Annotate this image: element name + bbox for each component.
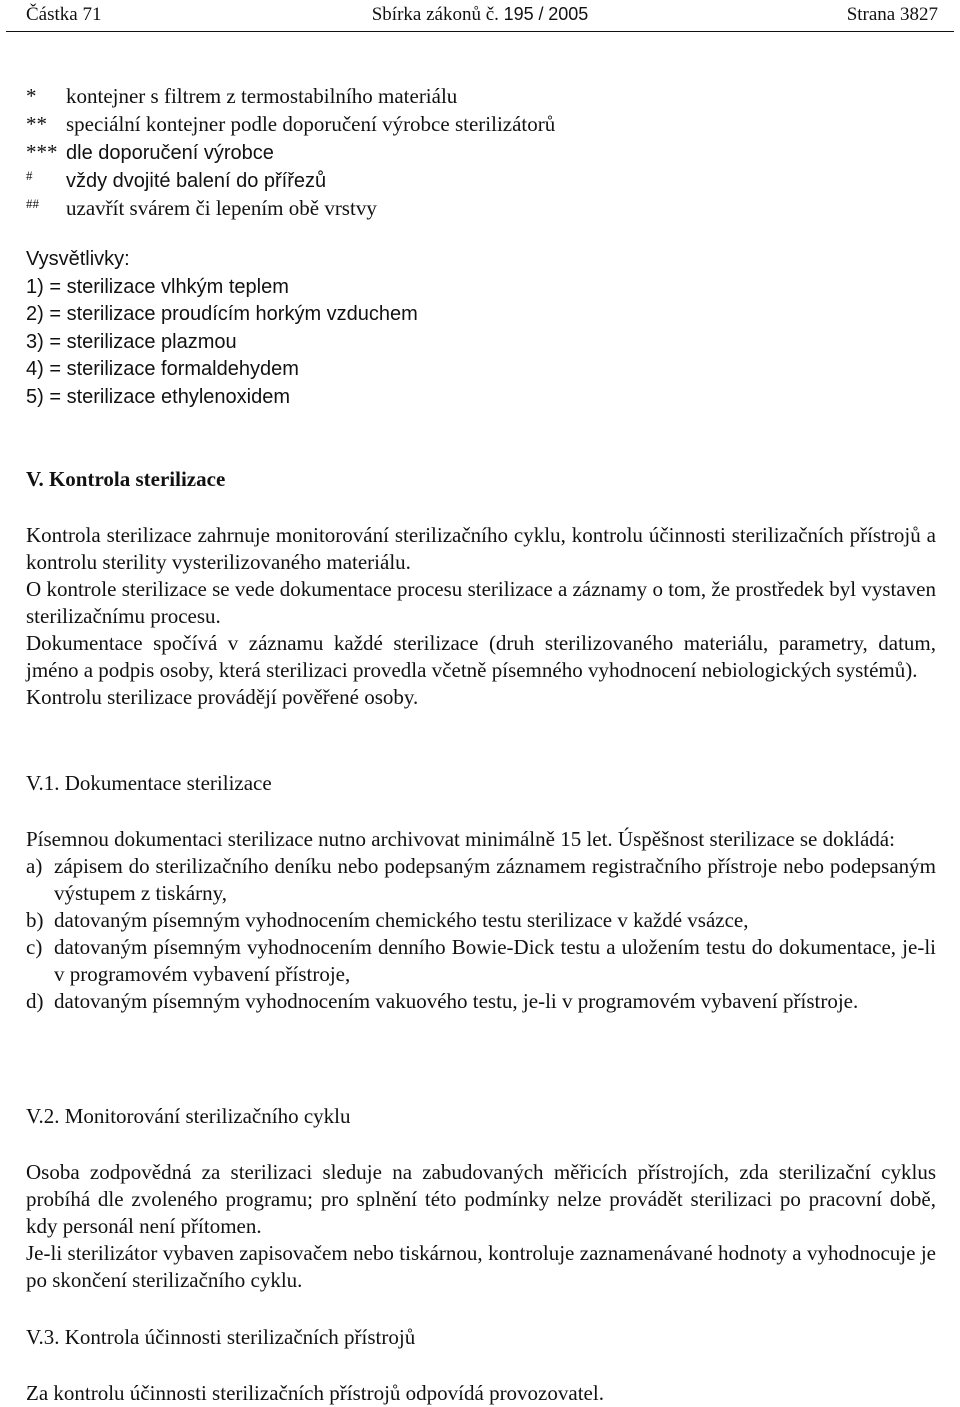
header-collection-year: 2005 (548, 4, 589, 24)
list-marker: c) (26, 935, 43, 959)
legend (26, 246, 418, 411)
section-v2-body (26, 1159, 936, 1294)
section-heading: V.2. Monitorování sterilizačního cyklu (26, 1104, 351, 1128)
section-v-heading-block (26, 466, 936, 493)
header-separator: / (538, 4, 544, 24)
list-item (26, 853, 936, 907)
footnote-text: uzavřít svárem či lepením obě vrstvy (66, 196, 377, 220)
section-v1-heading-block (26, 770, 936, 797)
paragraph: O kontrole sterilizace se vede dokumentace procesu sterilizace a záznamy o tom, že prostředek byl vystaven sterilizačnímu procesu. (26, 577, 936, 628)
list-text: zápisem do sterilizačního deníku nebo podepsaným záznamem registračního přístroje nebo podepsaným výstupem z tiskárny, (54, 854, 936, 905)
paragraph: Osoba zodpovědná za sterilizaci sleduje na zabudovaných měřicích přístrojích, zda sterilizační cyklus probíhá dle zvoleného programu; pro splnění této podmínky nelze provádět sterilizaci po pracovní době, kdy personál není přítomen. (26, 1160, 936, 1238)
list-marker: b) (26, 908, 44, 932)
legend-item: 3) = sterilizace plazmou (26, 330, 237, 353)
footnote-item (26, 82, 555, 110)
paragraph: Kontrolu sterilizace provádějí pověřené osoby. (26, 685, 419, 709)
list-item (26, 988, 936, 1015)
footnote-mark: * (26, 84, 37, 108)
section-v2-heading-block (26, 1103, 936, 1130)
list-item (26, 934, 936, 988)
section-heading: V.1. Dokumentace sterilizace (26, 771, 272, 795)
legend-item: 2) = sterilizace proudícím horkým vzduchem (26, 303, 418, 325)
list-text: datovaným písemným vyhodnocením denního Bowie-Dick testu a uložením testu do dokumentace, je-li v programovém vybavení přístroje, (54, 935, 936, 986)
footnote-mark: ## (26, 196, 39, 211)
section-heading: V.3. Kontrola účinnosti sterilizačních přístrojů (26, 1325, 416, 1349)
paragraph: Je-li sterilizátor vybaven zapisovačem nebo tiskárnou, kontroluje zaznamenávané hodnoty a vyhodnocuje je po skončení sterilizačního cyklu. (26, 1241, 936, 1292)
footnote-mark: ** (26, 112, 47, 136)
legend-item: 5) = sterilizace ethylenoxidem (26, 385, 291, 408)
page-header (0, 4, 960, 28)
footnote-item (26, 138, 555, 166)
legend-item: 1) = sterilizace vlhkým teplem (26, 275, 289, 298)
section-v3-heading-block (26, 1324, 936, 1351)
header-divider (6, 31, 954, 32)
header-collection (0, 4, 960, 26)
list-marker: d) (26, 989, 44, 1013)
footnote-text: kontejner s filtrem z termostabilního materiálu (66, 84, 458, 108)
paragraph: Písemnou dokumentaci sterilizace nutno archivovat minimálně 15 let. Úspěšnost sterilizace se dokládá: (26, 827, 895, 851)
paragraph: Kontrola sterilizace zahrnuje monitorování sterilizačního cyklu, kontrolu účinnosti sterilizačních přístrojů a kontrolu sterility vysterilizovaného materiálu. (26, 523, 936, 574)
header-collection-name: Sbírka zákonů č. (371, 4, 499, 25)
footnote-text: speciální kontejner podle doporučení výrobce sterilizátorů (66, 112, 556, 136)
footnote-text: vždy dvojité balení do přířezů (66, 170, 327, 192)
header-page-number: Strana 3827 (846, 4, 938, 25)
paragraph: Za kontrolu účinnosti sterilizačních přístrojů odpovídá provozovatel. (26, 1381, 604, 1405)
footnote-mark: # (26, 168, 33, 183)
legend-title: Vysvětlivky: (26, 248, 130, 270)
list-item (26, 907, 936, 934)
list-marker: a) (26, 854, 43, 878)
footnote-mark: *** (26, 140, 58, 164)
list-text: datovaným písemným vyhodnocením vakuového testu, je-li v programovém vybavení přístroje. (54, 989, 859, 1013)
header-collection-number: 195 (503, 4, 534, 24)
footnote-text: dle doporučení výrobce (66, 142, 274, 164)
footnote-item (26, 110, 555, 138)
paragraph: Dokumentace spočívá v záznamu každé sterilizace (druh sterilizovaného materiálu, parametry, datum, jméno a podpis osoby, která sterilizaci provedla včetně písemného vyhodnocení nebiologických systémů). (26, 631, 936, 682)
section-heading: V. Kontrola sterilizace (26, 467, 226, 491)
section-v-body (26, 522, 936, 711)
footnote-item (26, 194, 555, 222)
legend-item: 4) = sterilizace formaldehydem (26, 358, 299, 380)
footnote-item (26, 166, 555, 194)
header-part: Částka 71 (26, 4, 102, 25)
section-v1-body (26, 826, 936, 1015)
list-text: datovaným písemným vyhodnocením chemického testu sterilizace v každé vsázce, (54, 908, 749, 932)
footnote-list (26, 82, 555, 222)
section-v3-body (26, 1380, 936, 1407)
